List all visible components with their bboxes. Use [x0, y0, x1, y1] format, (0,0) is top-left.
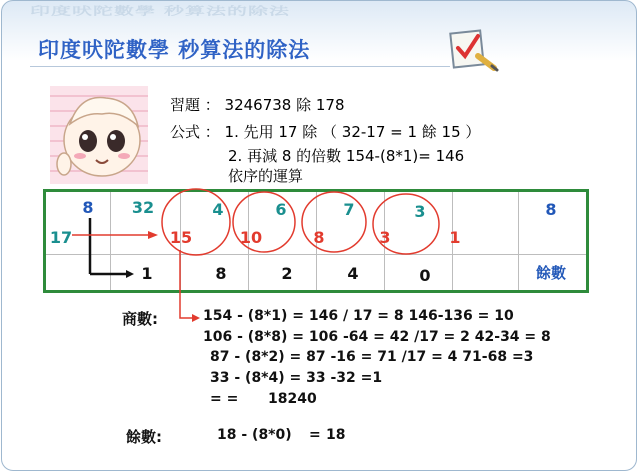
result-sign: = = — [210, 391, 239, 407]
mid-digit: 15 — [169, 228, 193, 247]
mid-digit: 10 — [239, 228, 263, 247]
top-digit: 3 — [414, 202, 426, 221]
divisor-top: 8 — [82, 198, 94, 217]
grid-column-divider — [110, 192, 111, 290]
formula-line-2: 2. 再減 8 的倍數 154-(8*1)= 146 — [228, 147, 465, 165]
top-digit: 4 — [212, 200, 224, 219]
cartoon-avatar — [50, 86, 148, 184]
remainder-row-label: 餘數: — [126, 428, 162, 446]
checklist-pencil-icon — [448, 26, 500, 72]
page-title: 印度吠陀數學 秒算法的除法 — [38, 38, 311, 62]
top-digit: 6 — [275, 200, 287, 219]
mid-digit: 3 — [379, 228, 391, 247]
remainder-expr: 18 - (8*0) — [217, 427, 292, 443]
grid-column-divider — [518, 192, 519, 290]
title-shadow: 印度吠陀數學 秒算法的除法 — [30, 4, 290, 18]
grid-row-divider — [46, 254, 586, 255]
calc-line: 106 - (8*8) = 106 -64 = 42 /17 = 2 42-34 = 8 — [203, 329, 551, 345]
quotient-label: 商數: — [122, 310, 158, 328]
top-digit: 7 — [343, 200, 355, 219]
mid-digit: 8 — [313, 228, 325, 247]
quotient-digit: 4 — [347, 264, 359, 283]
remainder-value: 18 — [326, 427, 346, 443]
problem-statement: 習題 ： 3246738 除 178 — [170, 96, 345, 114]
quotient-digit: 0 — [419, 266, 431, 285]
top-right-digit: 8 — [545, 200, 557, 219]
quotient-digit: 1 — [141, 264, 153, 283]
quotient-digit: 8 — [215, 264, 227, 283]
calc-line: 154 - (8*1) = 146 / 17 = 8 146-136 = 10 — [203, 308, 514, 324]
divisor-left: 17 — [49, 228, 73, 247]
top-digit: 32 — [131, 198, 155, 217]
calc-line: 87 - (8*2) = 87 -16 = 71 /17 = 4 71-68 =3 — [210, 349, 534, 365]
title-divider — [30, 66, 450, 67]
remainder-label: 餘數 — [536, 264, 567, 282]
formula-line-3: 依序的運算 — [228, 167, 304, 185]
calc-line: 33 - (8*4) = 33 -32 =1 — [210, 370, 383, 386]
mid-digit: 1 — [449, 228, 461, 247]
formula-line-1: 公式 ： 1. 先用 17 除 （ 32-17 = 1 餘 15 ） — [170, 123, 481, 141]
quotient-digit: 2 — [281, 264, 293, 283]
remainder-eq: = — [309, 427, 321, 443]
quotient-result: 18240 — [268, 391, 317, 407]
